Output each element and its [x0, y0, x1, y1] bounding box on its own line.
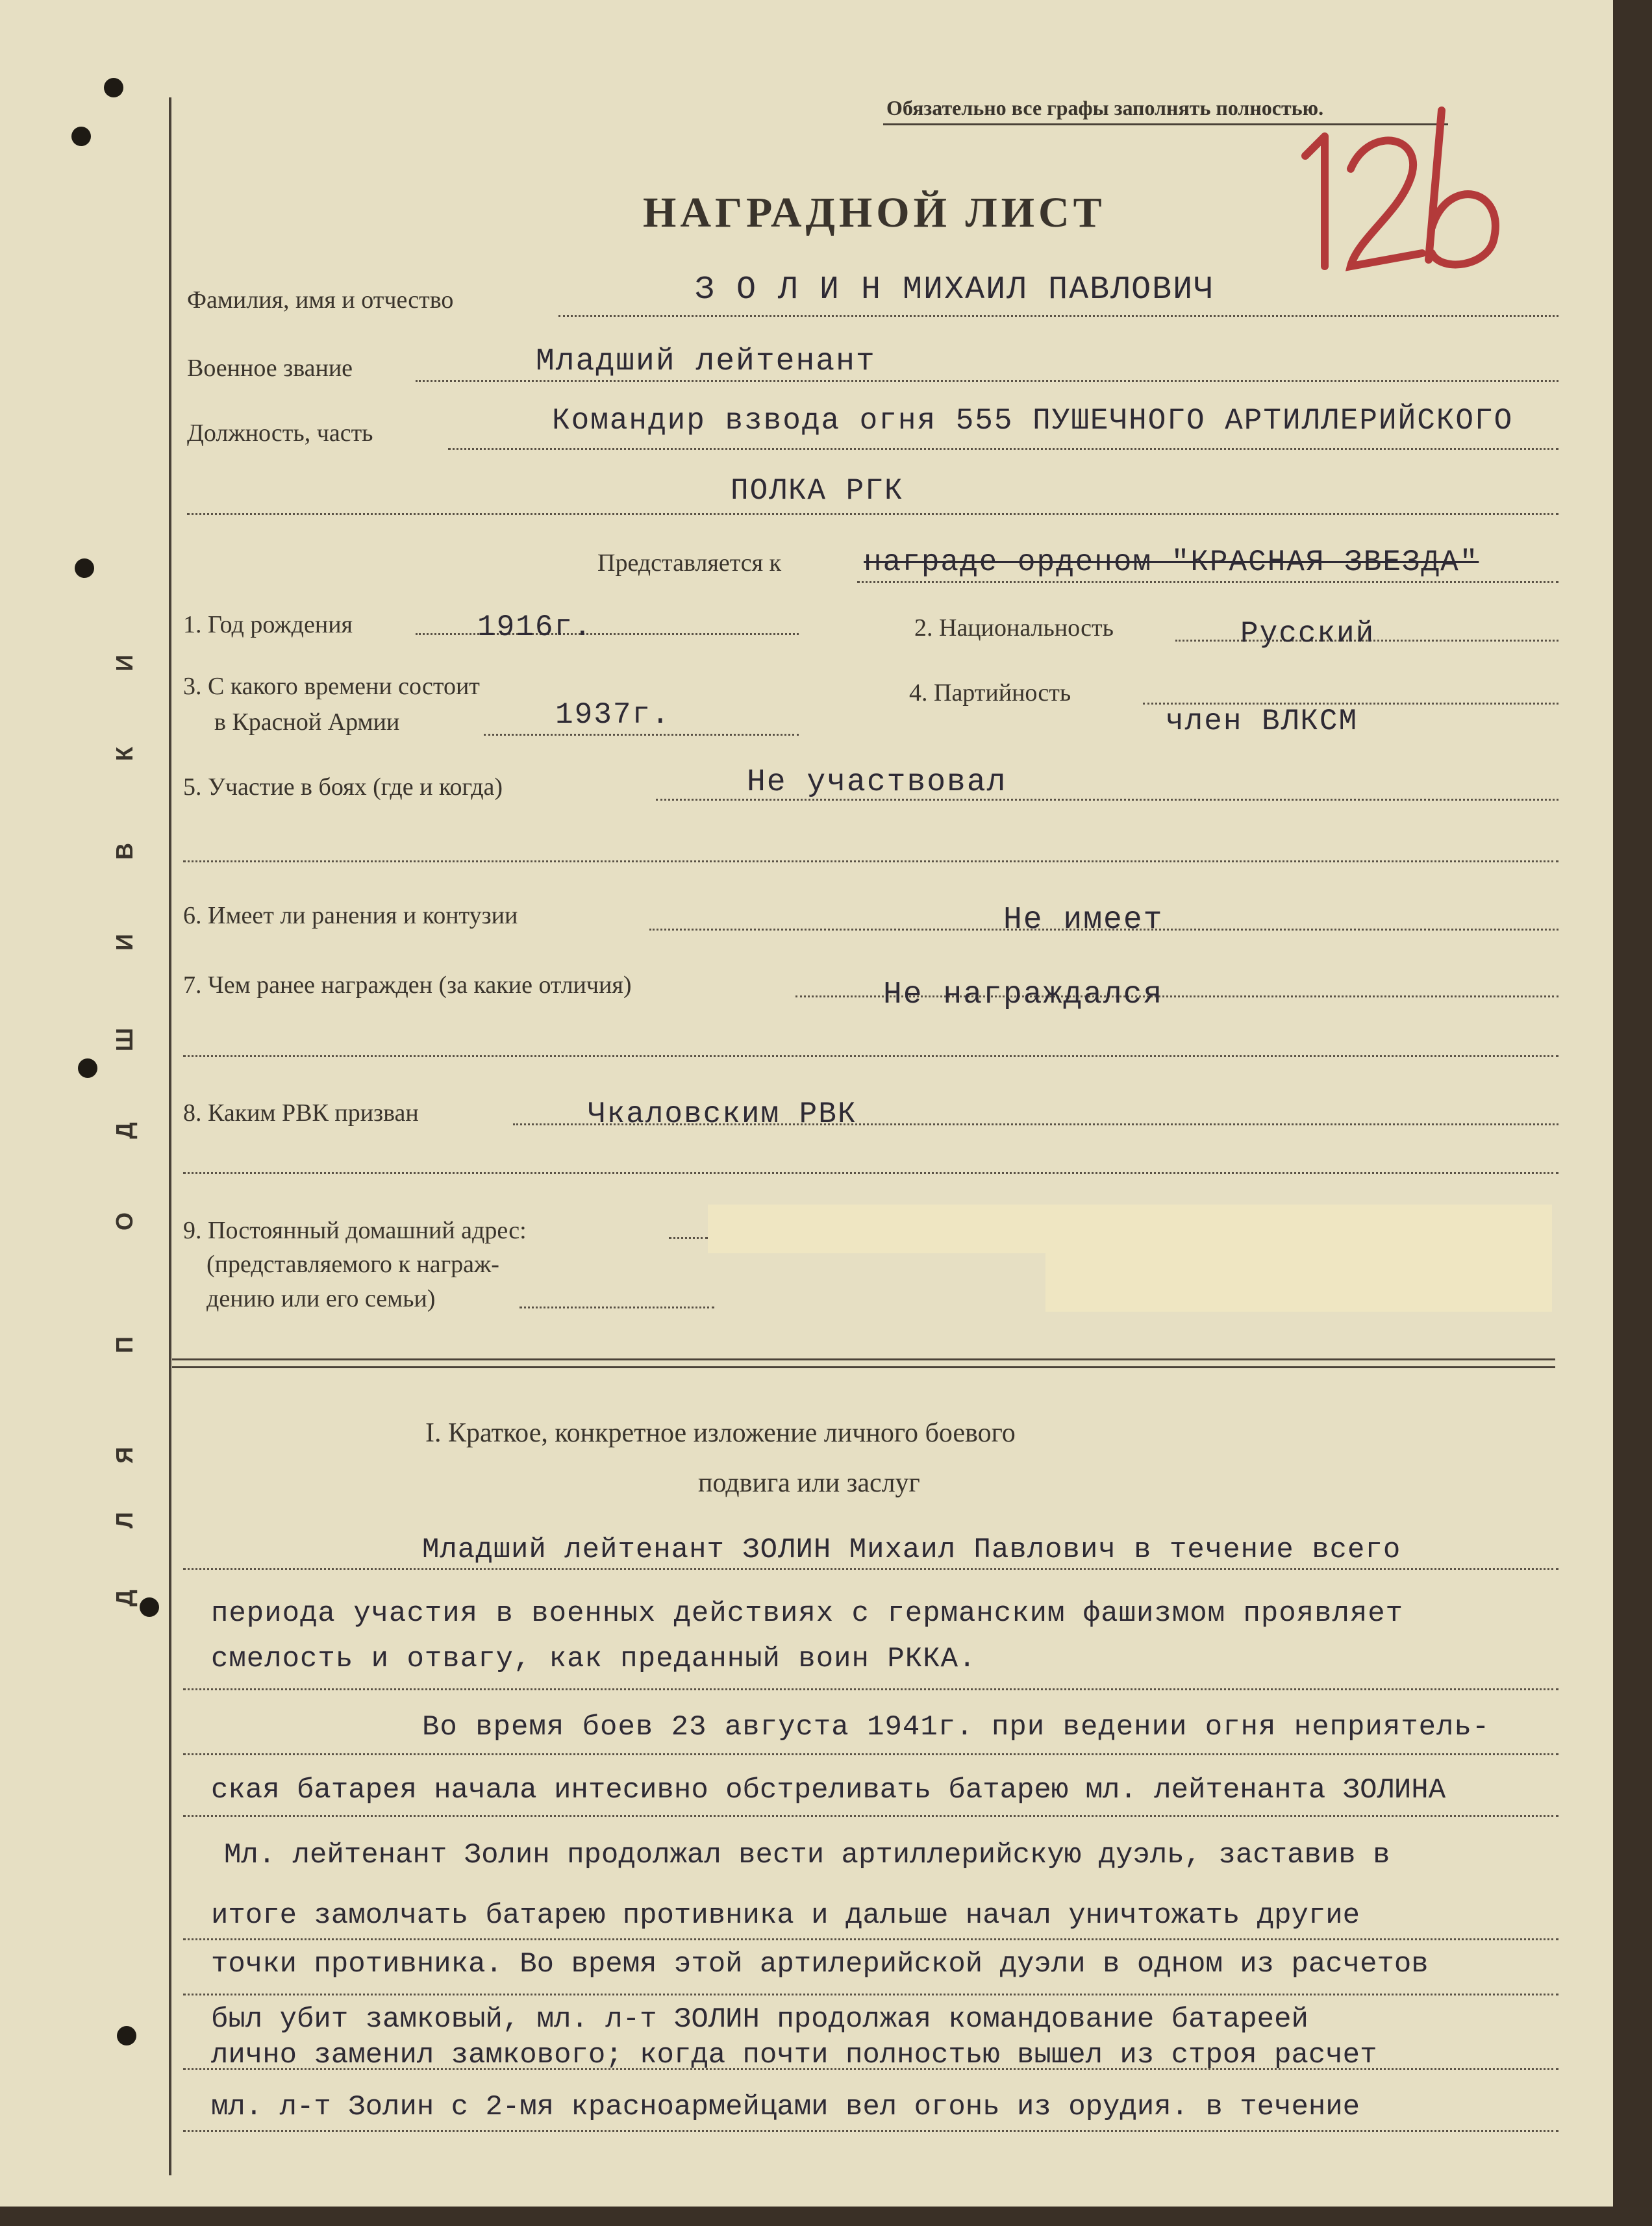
since-label-line2: в Красной Армии: [214, 708, 400, 736]
redacted-address: [708, 1205, 1552, 1253]
body-line: Мл. лейтенант Золин продолжал вести артиллерийскую дуэль, заставив в: [224, 1839, 1390, 1871]
party-label: 4. Партийность: [909, 679, 1071, 707]
body-line: мл. л-т Золин с 2-мя красноармейцами вел огонь из орудия. в течение: [211, 2091, 1360, 2123]
battles-value: Не участвовал: [747, 765, 1007, 800]
binder-hole: [71, 127, 91, 146]
body-line: итоге замолчать батарею противника и дальше начал уничтожать другие: [211, 1899, 1360, 1932]
body-rule: [183, 2068, 1558, 2070]
position-label: Должность, часть: [187, 419, 373, 447]
position-value-line2: ПОЛКА РГК: [731, 474, 904, 508]
binder-hole: [75, 558, 94, 578]
battles-label: 5. Участие в боях (где и когда): [183, 773, 503, 801]
address-label-line3: дению или его семьи): [206, 1285, 436, 1312]
address-line-3: [519, 1307, 714, 1308]
section-subheading: подвига или заслуг: [698, 1468, 920, 1498]
rank-label: Военное звание: [187, 355, 353, 382]
binder-hole: [104, 78, 123, 97]
nationality-value: Русский: [1240, 617, 1375, 651]
side-letter: П: [111, 1336, 138, 1353]
fill-instruction: Обязательно все графы заполнять полностью.: [886, 96, 1324, 119]
address-label-line2: (представляемого к награж-: [206, 1251, 499, 1278]
side-letter: В: [111, 843, 138, 860]
position-line: [448, 448, 1558, 450]
birth-value: 1916г.: [477, 610, 593, 644]
body-rule: [183, 1815, 1558, 1817]
position-value-line1: Командир взвода огня 555 ПУШЕЧНОГО АРТИЛЛЕРИЙСКОГО: [552, 404, 1514, 438]
address-line: [669, 1237, 708, 1239]
side-letter: К: [111, 747, 138, 761]
body-line: ская батарея начала интесивно обстреливать батарею мл. лейтенанта ЗОЛИНА: [211, 1774, 1446, 1807]
wounds-label: 6. Имеет ли ранения и контузии: [183, 902, 518, 929]
side-letter: Л: [111, 1512, 138, 1529]
rank-line: [416, 380, 1558, 382]
fio-line: [558, 315, 1558, 317]
side-letter: Д: [111, 1590, 138, 1607]
award-line: [857, 581, 1558, 583]
section-heading: I. Краткое, конкретное изложение личного боевого: [425, 1418, 1016, 1448]
body-line: точки противника. Во время этой артилерийской дуэли в одном из расчетов: [211, 1948, 1429, 1981]
nationality-label: 2. Национальность: [914, 614, 1114, 642]
section-divider: [172, 1358, 1555, 1360]
body-line: периода участия в военных действиях с германским фашизмом проявляет: [211, 1597, 1404, 1630]
body-line: лично заменил замкового; когда почти полностью вышел из строя расчет: [211, 2039, 1377, 2071]
body-rule: [183, 1568, 1558, 1570]
side-letter: Д: [111, 1122, 138, 1139]
awards-label: 7. Чем ранее награжден (за какие отличия): [183, 971, 632, 999]
binder-hole: [78, 1058, 97, 1078]
fio-label: Фамилия, имя и отчество: [187, 286, 454, 314]
body-line: Младший лейтенант ЗОЛИН Михаил Павлович в течение всего: [422, 1534, 1401, 1566]
body-rule: [183, 1938, 1558, 1940]
awards-line-2: [183, 1055, 1558, 1057]
award-value: награде орденом "КРАСНАЯ ЗВЕЗДА": [864, 545, 1479, 579]
battles-line-2: [183, 860, 1558, 862]
fio-value: З О Л И Н МИХАИЛ ПАВЛОВИЧ: [695, 271, 1215, 308]
body-line: Во время боев 23 августа 1941г. при ведении огня неприятель-: [422, 1711, 1490, 1744]
side-letter: Ш: [111, 1027, 138, 1052]
body-rule: [183, 2130, 1558, 2132]
binder-hole: [117, 2026, 136, 2045]
since-label-line1: 3. С какого времени состоит: [183, 673, 480, 700]
rvk-value: Чкаловским РВК: [588, 1097, 857, 1131]
body-line: был убит замковый, мл. л-т ЗОЛИН продолжая командование батареей: [211, 2003, 1308, 2036]
birth-label: 1. Год рождения: [183, 611, 353, 638]
handwritten-number: [1299, 97, 1520, 286]
rank-value: Младший лейтенант: [536, 344, 876, 379]
document-title: НАГРАДНОЙ ЛИСТ: [643, 189, 1106, 236]
margin-line: [169, 97, 171, 2175]
since-value: 1937г.: [555, 698, 671, 732]
body-rule: [183, 1753, 1558, 1755]
body-rule: [183, 1994, 1558, 1995]
since-line: [484, 734, 799, 736]
side-letter: И: [111, 655, 138, 671]
side-letter: Я: [111, 1447, 138, 1464]
rvk-line-2: [183, 1172, 1558, 1174]
redacted-address: [1045, 1253, 1552, 1312]
awards-value: Не награждался: [883, 977, 1164, 1012]
rvk-label: 8. Каким РВК призван: [183, 1099, 419, 1127]
section-divider: [172, 1366, 1555, 1368]
award-label: Представляется к: [597, 549, 782, 577]
body-rule: [183, 1688, 1558, 1690]
birth-line: [416, 633, 799, 635]
side-letter: О: [111, 1212, 138, 1231]
body-line: смелость и отвагу, как преданный воин РККА.: [211, 1643, 977, 1675]
party-value: член ВЛКСМ: [1166, 705, 1358, 738]
position-line-2: [187, 513, 1558, 515]
address-label-line1: 9. Постоянный домашний адрес:: [183, 1217, 527, 1244]
binder-hole: [140, 1597, 159, 1617]
side-letter: И: [111, 934, 138, 951]
wounds-value: Не имеет: [1003, 903, 1164, 938]
